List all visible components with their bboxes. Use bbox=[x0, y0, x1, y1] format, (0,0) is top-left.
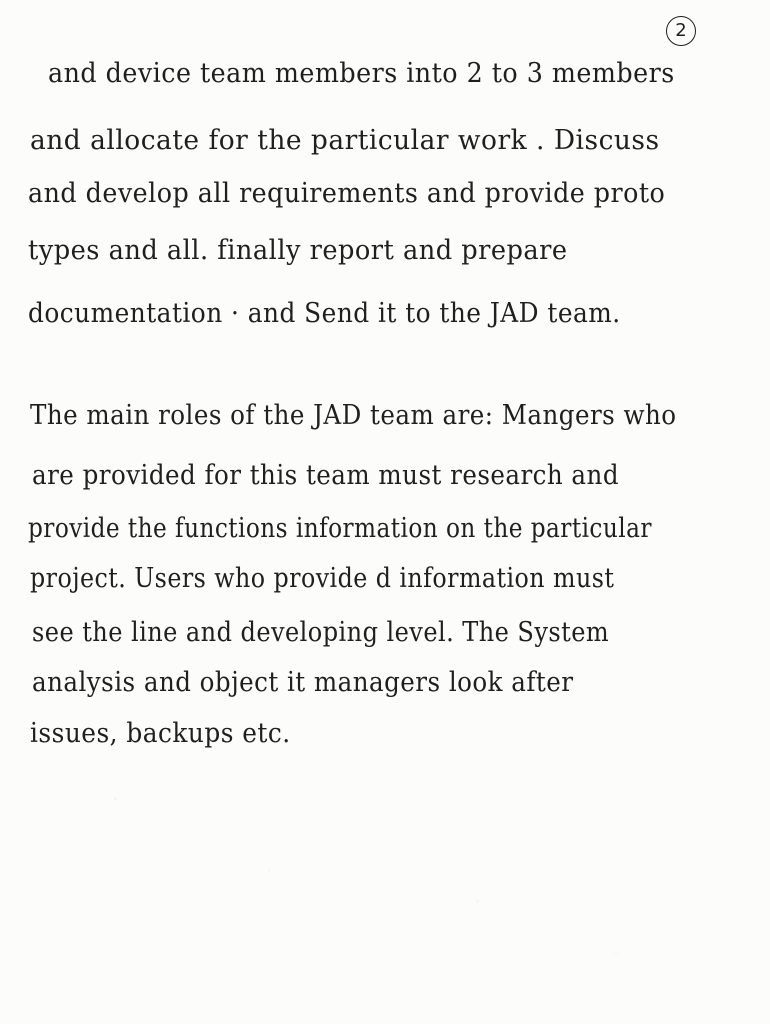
text-line-8: provide the functions information on the particular bbox=[28, 513, 652, 544]
text-line-12: issues, backups etc. bbox=[30, 718, 291, 749]
text-line-6: The main roles of the JAD team are: Mangers who bbox=[30, 400, 677, 431]
text-line-3: and develop all requirements and provide proto bbox=[28, 178, 666, 209]
text-line-10: see the line and developing level. The System bbox=[32, 617, 610, 648]
text-line-4: types and all. finally report and prepare bbox=[28, 235, 568, 266]
text-line-2: and allocate for the particular work . Discuss bbox=[30, 125, 660, 156]
text-line-1: and device team members into 2 to 3 members bbox=[48, 58, 675, 89]
text-line-7: are provided for this team must research and bbox=[32, 460, 620, 491]
text-line-5: documentation · and Send it to the JAD team. bbox=[28, 298, 621, 329]
page-number: 2 bbox=[666, 16, 696, 46]
text-line-11: analysis and object it managers look after bbox=[32, 667, 574, 698]
text-line-9: project. Users who provide d information must bbox=[30, 563, 615, 594]
